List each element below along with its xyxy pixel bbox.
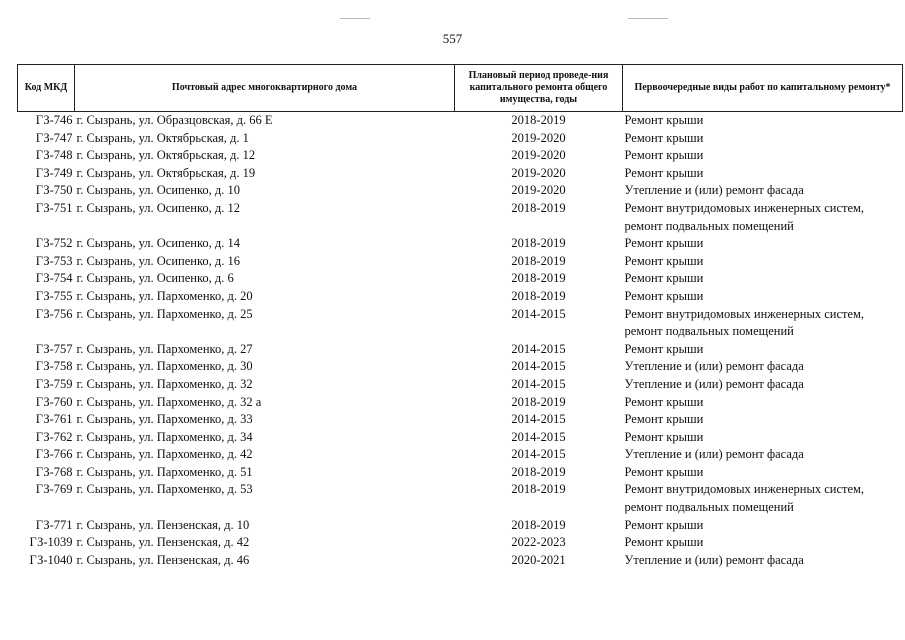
cell-address: г. Сызрань, ул. Пархоменко, д. 27 [76,341,253,356]
cell-works: Ремонт крыши [624,271,704,286]
table-row [18,130,903,148]
cell-code: ГЗ-761 [35,412,73,427]
table-row [18,411,903,429]
cell-code: ГЗ-751 [35,200,73,215]
col-header-works: Первоочередные виды работ по капитальному ремонту* [623,65,903,112]
col-header-code: Код МКД [18,65,75,112]
cell-period: 2018-2019 [511,288,566,303]
cell-period: 2014-2015 [511,412,566,427]
cell-address: г. Сызрань, ул. Октябрьская, д. 12 [76,148,256,163]
cell-period: 2019-2020 [511,183,566,198]
cell-works: Ремонт внутридомовых инженерных систем, ремонт подвальных помещений [624,200,865,233]
cell-code: ГЗ-771 [35,517,73,532]
cell-period: 2018-2019 [511,200,566,215]
table-body [18,112,903,570]
cell-period: 2018-2019 [511,236,566,251]
table-row [18,517,903,535]
cell-period: 2019-2020 [511,130,566,145]
cell-code: ГЗ-760 [35,394,73,409]
cell-address: г. Сызрань, ул. Осипенко, д. 6 [76,271,234,286]
table-row [18,200,903,235]
cell-address: г. Сызрань, ул. Осипенко, д. 10 [76,183,241,198]
table-row [18,552,903,570]
cell-period: 2014-2015 [511,429,566,444]
cell-code: ГЗ-752 [35,236,73,251]
cell-code: ГЗ-1040 [29,552,73,567]
cell-address: г. Сызрань, ул. Октябрьская, д. 19 [76,165,256,180]
table-row [18,429,903,447]
cell-code: ГЗ-749 [35,165,73,180]
cell-works: Ремонт крыши [624,429,704,444]
cell-works: Утепление и (или) ремонт фасада [624,183,804,198]
cell-works: Ремонт крыши [624,253,704,268]
cell-works: Ремонт внутридомовых инженерных систем, ремонт подвальных помещений [624,482,865,515]
cell-address: г. Сызрань, ул. Пархоменко, д. 34 [76,429,253,444]
cell-code: ГЗ-759 [35,376,73,391]
cell-period: 2022-2023 [511,535,566,550]
cell-code: ГЗ-757 [35,341,73,356]
cell-period: 2014-2015 [511,447,566,462]
cell-period: 2014-2015 [511,376,566,391]
cell-works: Ремонт крыши [624,535,704,550]
table-row [18,270,903,288]
cell-works: Утепление и (или) ремонт фасада [624,376,804,391]
table-row [18,534,903,552]
cell-code: ГЗ-1039 [29,535,73,550]
cell-address: г. Сызрань, ул. Осипенко, д. 16 [76,253,241,268]
cell-address: г. Сызрань, ул. Пархоменко, д. 30 [76,359,253,374]
cell-address: г. Сызрань, ул. Пензенская, д. 46 [76,552,250,567]
cell-works: Ремонт крыши [624,113,704,127]
cell-period: 2014-2015 [511,359,566,374]
cell-code: ГЗ-754 [35,271,73,286]
cell-works: Ремонт крыши [624,288,704,303]
cell-code: ГЗ-756 [35,306,73,321]
cell-period: 2018-2019 [511,271,566,286]
table-row [18,253,903,271]
cell-address: г. Сызрань, ул. Октябрьская, д. 1 [76,130,249,145]
cell-code: ГЗ-758 [35,359,73,374]
table-row [18,341,903,359]
cell-period: 2018-2019 [511,517,566,532]
table-row [18,481,903,516]
table-row [18,147,903,165]
cell-works: Утепление и (или) ремонт фасада [624,447,804,462]
cell-period: 2018-2019 [511,253,566,268]
cell-period: 2014-2015 [511,341,566,356]
table-row [18,376,903,394]
cell-address: г. Сызрань, ул. Образцовская, д. 66 Е [76,113,273,127]
cell-works: Ремонт крыши [624,165,704,180]
cell-address: г. Сызрань, ул. Пархоменко, д. 51 [76,464,253,479]
cell-code: ГЗ-766 [35,447,73,462]
cell-address: г. Сызрань, ул. Пархоменко, д. 32 [76,376,253,391]
table-row [18,464,903,482]
cell-code: ГЗ-762 [35,429,73,444]
cell-code: ГЗ-750 [35,183,73,198]
cell-period: 2018-2019 [511,482,566,497]
cell-address: г. Сызрань, ул. Пархоменко, д. 33 [76,412,253,427]
cell-works: Ремонт крыши [624,148,704,163]
page-number: 557 [442,31,463,46]
cell-address: г. Сызрань, ул. Пархоменко, д. 42 [76,447,253,462]
cell-works: Утепление и (или) ремонт фасада [624,552,804,567]
table-row [18,288,903,306]
cell-address: г. Сызрань, ул. Пархоменко, д. 53 [76,482,253,497]
cell-address: г. Сызрань, ул. Осипенко, д. 14 [76,236,241,251]
cell-works: Утепление и (или) ремонт фасада [624,359,804,374]
scan-artifact [628,18,668,19]
cell-code: ГЗ-746 [35,113,73,127]
table-row [18,446,903,464]
cell-code: ГЗ-753 [35,253,73,268]
cell-period: 2018-2019 [511,394,566,409]
table-row [18,358,903,376]
cell-works: Ремонт крыши [624,464,704,479]
cell-works: Ремонт внутридомовых инженерных систем, ремонт подвальных помещений [624,306,865,339]
cell-address: г. Сызрань, ул. Пензенская, д. 10 [76,517,250,532]
cell-works: Ремонт крыши [624,394,704,409]
col-header-address: Почтовый адрес многоквартирного дома [75,65,455,112]
cell-code: ГЗ-748 [35,148,73,163]
cell-period: 2018-2019 [511,464,566,479]
cell-works: Ремонт крыши [624,341,704,356]
cell-period: 2019-2020 [511,165,566,180]
scan-artifact [340,18,370,19]
cell-address: г. Сызрань, ул. Пензенская, д. 42 [76,535,250,550]
cell-works: Ремонт крыши [624,130,704,145]
cell-works: Ремонт крыши [624,517,704,532]
table-row [18,306,903,341]
cell-code: ГЗ-755 [35,288,73,303]
cell-address: г. Сызрань, ул. Пархоменко, д. 25 [76,306,253,321]
cell-address: г. Сызрань, ул. Осипенко, д. 12 [76,200,241,215]
cell-address: г. Сызрань, ул. Пархоменко, д. 32 а [76,394,262,409]
cell-code: ГЗ-769 [35,482,73,497]
table-row [18,182,903,200]
cell-address: г. Сызрань, ул. Пархоменко, д. 20 [76,288,253,303]
table-header-row [18,65,903,112]
cell-code: ГЗ-747 [35,130,73,145]
cell-works: Ремонт крыши [624,236,704,251]
table-row [18,394,903,412]
cell-code: ГЗ-768 [35,464,73,479]
cell-period: 2020-2021 [511,552,566,567]
cell-period: 2018-2019 [511,113,566,127]
housing-repair-table [17,64,903,569]
table-row [18,112,903,130]
cell-works: Ремонт крыши [624,412,704,427]
col-header-period: Плановый период проведе-ния капитального ремонта общего имущества, годы [455,65,623,112]
cell-period: 2014-2015 [511,306,566,321]
table-row [18,235,903,253]
cell-period: 2019-2020 [511,148,566,163]
table-row [18,165,903,183]
